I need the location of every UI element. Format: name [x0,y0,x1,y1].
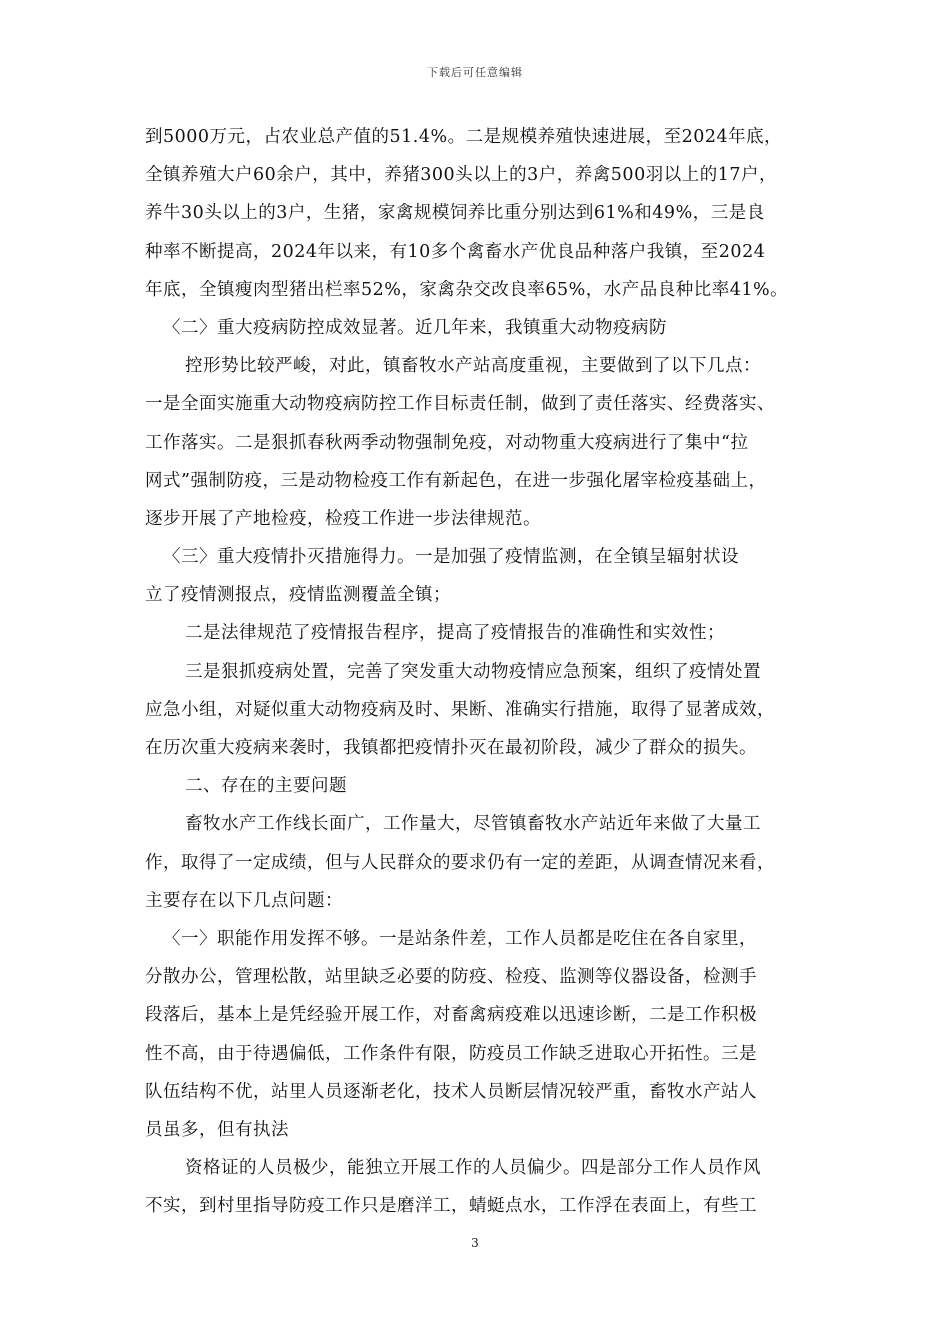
text-line: 性不高，由于待遇偏低，工作条件有限，防疫员工作缺乏进取心开拓性。三是 [145,1043,757,1064]
text-line: 分散办公，管理松散，站里缺乏必要的防疫、检疫、监测等仪器设备，检测手 [145,967,757,988]
text-line: 年底，全镇瘦肉型猪出栏率52%，家禽杂交改良率65%，水产品良种比率41%。 [145,279,789,300]
text-line: 不实，到村里指导防疫工作只是磨洋工，蜻蜓点水，工作浮在表面上，有些工 [145,1196,757,1217]
section-heading-1: 〈一〉职能作用发挥不够。一是站条件差，工作人员都是吃住在各自家里， [163,928,757,949]
text-line: 立了疫情测报点，疫情监测覆盖全镇； [145,585,451,606]
page-header: 下载后可任意编辑 [427,66,523,79]
text-line: 作，取得了一定成绩，但与人民群众的要求仍有一定的差距，从调查情况来看， [145,852,775,873]
text-line: 二是法律规范了疫情报告程序，提高了疫情报告的准确性和实效性； [185,623,725,644]
text-line: 全镇养殖大户60余户，其中，养猪300头以上的3户，养禽500羽以上的17户， [145,165,777,186]
text-line: 队伍结构不优，站里人员逐渐老化，技术人员断层情况较严重，畜牧水产站人 [145,1081,757,1102]
text-line: 工作落实。二是狠抓春秋两季动物强制免疫，对动物重大疫病进行了集中“拉 [145,432,749,453]
section-title-problems: 二、存在的主要问题 [185,776,347,797]
text-line: 控形势比较严峻，对此，镇畜牧水产站高度重视，主要做到了以下几点： [185,356,761,377]
text-line: 应急小组，对疑似重大动物疫病及时、果断、准确实行措施，取得了显著成效， [145,699,775,720]
text-line: 养牛30头以上的3户，生猪，家禽规模饲养比重分别达到61%和49%，三是良 [145,203,765,224]
text-line: 段落后，基本上是凭经验开展工作，对畜禽病疫难以迅速诊断，二是工作积极 [145,1005,757,1026]
text-line: 三是狠抓疫病处置，完善了突发重大动物疫情应急预案，组织了疫情处置 [185,661,761,682]
text-line: 畜牧水产工作线长面广，工作量大，尽管镇畜牧水产站近年来做了大量工 [185,814,761,835]
page-number: 3 [471,1236,479,1250]
text-line: 主要存在以下几点问题： [145,890,343,911]
text-line: 员虽多，但有执法 [145,1119,289,1140]
section-heading-2: 〈二〉重大疫病防控成效显著。近几年来，我镇重大动物疫病防 [163,317,667,338]
text-line: 到5000万元，占农业总产值的51.4%。二是规模养殖快速进展，至2024年底， [145,127,783,147]
text-line: 逐步开展了产地检疫，检疫工作进一步法律规范。 [145,508,541,529]
text-line: 在历次重大疫病来袭时，我镇都把疫情扑灭在最初阶段，减少了群众的损失。 [145,738,757,758]
document-body [145,118,805,1225]
text-line: 资格证的人员极少，能独立开展工作的人员偏少。四是部分工作人员作风 [185,1158,761,1179]
section-heading-3: 〈三〉重大疫情扑灭措施得力。一是加强了疫情监测，在全镇呈辐射状设 [163,547,739,568]
text-line: 网式”强制防疫，三是动物检疫工作有新起色，在进一步强化屠宰检疫基础上， [145,470,767,491]
text-line: 一是全面实施重大动物疫病防控工作目标责任制，做到了责任落实、经费落实、 [145,394,775,415]
text-line: 种率不断提高，2024年以来，有10多个禽畜水产优良品种落户我镇，至2024 [145,241,766,262]
